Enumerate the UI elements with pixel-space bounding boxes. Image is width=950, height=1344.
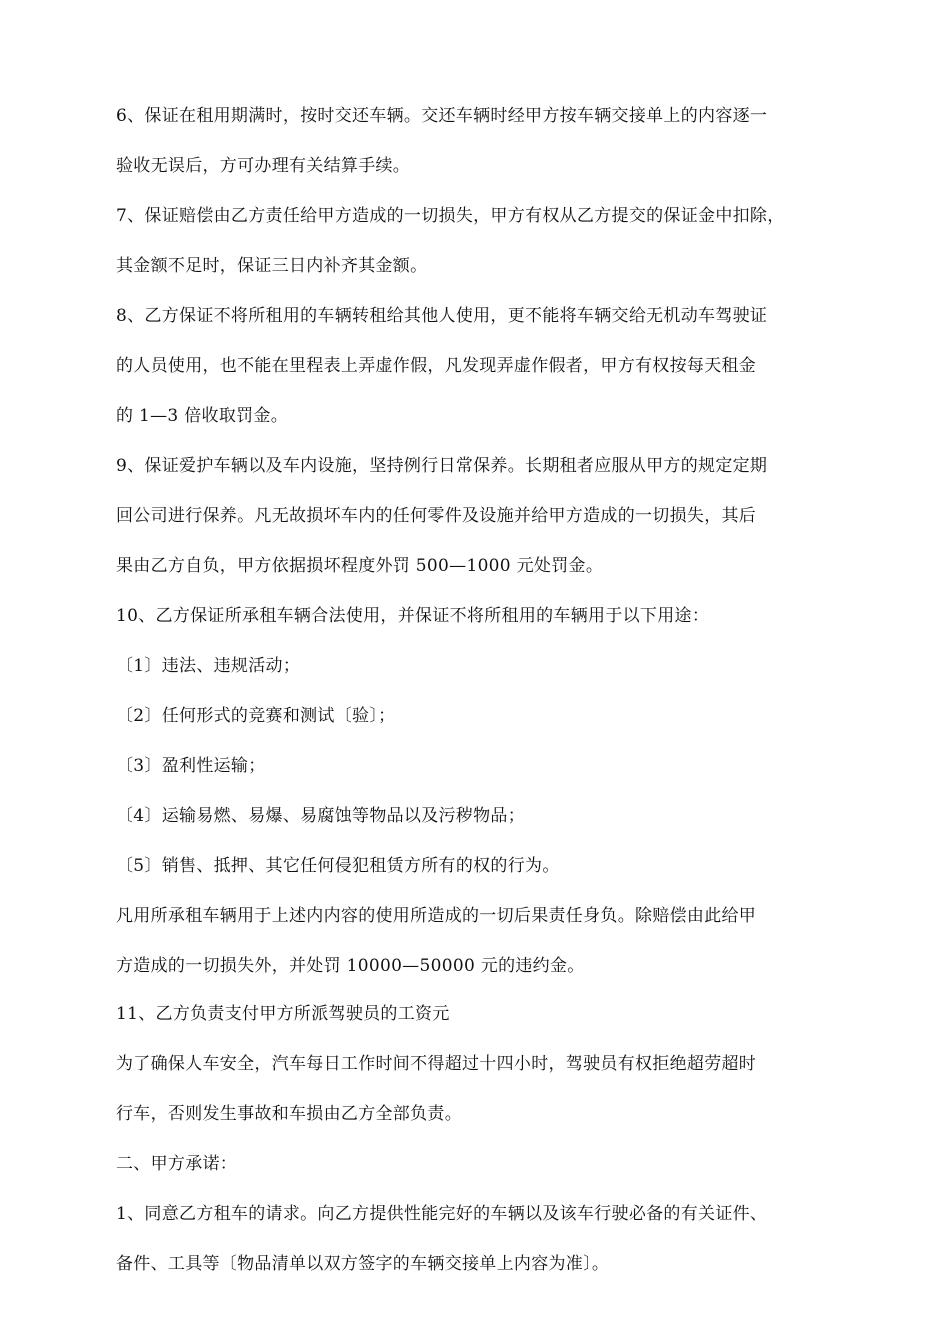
clause-6-line-1: 6、保证在租用期满时，按时交还车辆。交还车辆时经甲方按车辆交接单上的内容逐一 xyxy=(116,106,768,126)
clause-10-penalty-line-2: 方造成的一切损失外，并处罚 10000—50000 元的违约金。 xyxy=(116,956,585,976)
clause-10-item-3: 〔3〕盈利性运输； xyxy=(116,756,266,776)
clause-9-line-2: 回公司进行保养。凡无故损坏车内的任何零件及设施并给甲方造成的一切损失，其后 xyxy=(116,506,757,526)
clause-10-line-1: 10、乙方保证所承租车辆合法使用，并保证不将所租用的车辆用于以下用途： xyxy=(116,606,710,626)
party-a-clause-1-line-2: 备件、工具等〔物品清单以双方签字的车辆交接单上内容为准〕。 xyxy=(116,1254,610,1274)
clause-8-line-1: 8、乙方保证不将所租用的车辆转租给其他人使用，更不能将车辆交给无机动车驾驶证 xyxy=(116,306,768,326)
clause-10-item-2: 〔2〕任何形式的竞赛和测试〔验〕； xyxy=(116,706,396,726)
clause-8-line-2: 的人员使用，也不能在里程表上弄虚作假，凡发现弄虚作假者，甲方有权按每天租金 xyxy=(116,356,757,376)
clause-10-penalty-line-1: 凡用所承租车辆用于上述内内容的使用所造成的一切后果责任身负。除赔偿由此给甲 xyxy=(116,906,757,926)
clause-10-item-5: 〔5〕销售、抵押、其它任何侵犯租赁方所有的权的行为。 xyxy=(116,856,560,876)
clause-9-line-3: 果由乙方自负，甲方依据损坏程度外罚 500—1000 元处罚金。 xyxy=(116,556,604,576)
clause-7-line-1: 7、保证赔偿由乙方责任给甲方造成的一切损失，甲方有权从乙方提交的保证金中扣除， xyxy=(116,206,785,226)
clause-7-line-2: 其金额不足时，保证三日内补齐其金额。 xyxy=(116,256,428,276)
clause-11-line-3: 行车，否则发生事故和车损由乙方全部负责。 xyxy=(116,1104,462,1124)
clause-10-item-1: 〔1〕违法、违规活动； xyxy=(116,656,301,676)
clause-8-line-3: 的 1—3 倍收取罚金。 xyxy=(116,406,289,426)
section-heading-party-a: 二、甲方承诺： xyxy=(116,1154,238,1174)
clause-6-line-2: 验收无误后，方可办理有关结算手续。 xyxy=(116,156,411,176)
clause-11-line-1: 11、乙方负责支付甲方所派驾驶员的工资元 xyxy=(116,1004,450,1024)
party-a-clause-1-line-1: 1、同意乙方租车的请求。向乙方提供性能完好的车辆以及该车行驶必备的有关证件、 xyxy=(116,1204,768,1224)
clause-11-line-2: 为了确保人车安全，汽车每日工作时间不得超过十四小时，驾驶员有权拒绝超劳超时 xyxy=(116,1054,757,1074)
clause-10-item-4: 〔4〕运输易燃、易爆、易腐蚀等物品以及污秽物品； xyxy=(116,806,526,826)
clause-9-line-1: 9、保证爱护车辆以及车内设施，坚持例行日常保养。长期租者应服从甲方的规定定期 xyxy=(116,456,768,476)
